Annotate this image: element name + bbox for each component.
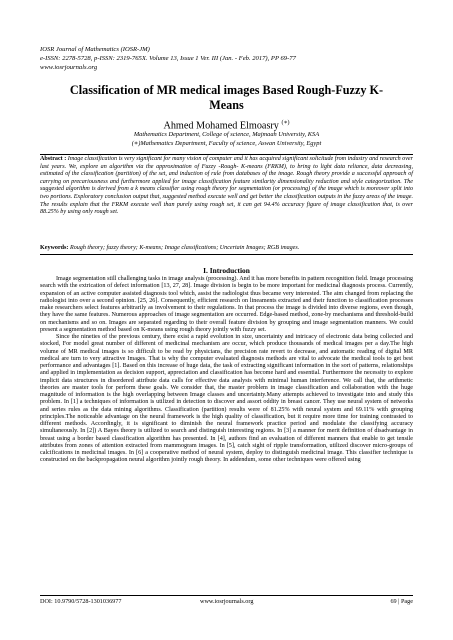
keywords-block — [40, 245, 413, 253]
section-heading: I. Introduction — [203, 266, 250, 275]
abstract-block — [40, 156, 413, 217]
footer-site[interactable]: www.iosrjournals.org — [200, 598, 254, 605]
journal-issn: e-ISSN: 2278-5728, p-ISSN: 2319-765X. Volume 13, Issue 1 Ver. III (Jan. - Feb. 2017), PP 69-77 — [40, 55, 296, 62]
author-mark: (∗) — [281, 120, 290, 126]
journal-name: IOSR Journal of Mathematics (IOSR-JM) — [40, 46, 150, 53]
journal-site[interactable]: www.iosrjournals.org — [40, 64, 98, 71]
journal-header — [40, 45, 420, 72]
paragraph-1: Image segmentation still challenging tasks in image analysis (processing). And it has more benefits in pattern recognition field. Image processing search with the extrication of defect information [13, 27, 28]. Image division is begin to be more important for medicinal diagnosis process. Currently, expansion of an active computer assisted diagnosis tool which, assist the radiologist thus became very interested. The aim changed from replacing the radiologist into over a second opinion. [25, 26]. Consequently, efficient research on lineaments extracted and their function to classification processes make researchers select features arbitrarily as involvement to their regulations. In that process the image is divided into diverse regions, even though, they have the same features. Numerous approaches of image segmentation are occurred. Edge-based method, zone-by mechanisms and threshold-build on mechanisms and so on. Images are separated regarding to their overall feature division by grouping and image segmentation manners. We could present a segmentation method based on K-means using rough theory jointly with fuzzy set. — [40, 276, 413, 333]
footer-page-number: 69 | Page — [390, 598, 413, 605]
affiliation-2: (∗)Mathematics Department, Faculty of science, Aswan University, Egypt — [131, 140, 322, 147]
keywords-label: Keywords: — [40, 245, 69, 251]
footer-rule — [40, 595, 413, 596]
abstract-bottom-rule — [40, 254, 413, 255]
paper-title: Classification of MR medical images Based Rough-Fuzzy K-Means — [69, 83, 384, 112]
affiliation-1: Mathematics Department, College of science, Majmaah University, KSA — [133, 131, 320, 138]
keywords-text: Rough theory; fuzzy theory; K-means; Image classifications; Uncertain Images; RGB images. — [69, 245, 300, 251]
section-body — [40, 276, 413, 465]
footer-doi: DOI: 10.9790/5728-1301036977 — [40, 598, 122, 605]
abstract-top-rule — [40, 154, 413, 155]
paragraph-2: Since the nineties of the previous century, there exist a rapid evolution in size, uncertainty and intricacy of electronic data being collected and stocked, For model great number of different of medicinal mechanism are occur, which produce thousands of medical images per a day.The high volume of MR medical images is so difficult to be read by physicians, the precision rate revert to decrease, and automatic reading of digital MR medical are turn to very attractive Images. That is why the computer evaluated diagnosis methods are vital to advocate the medical tools to get best performance and advantages [1]. Based on this increase of huge data, the task of extracting significant information in the sort of patterns, relationships and applied in implementation as decision support, appreciation and classification has become hard and essential. Furthermore the necessity to explore implicit data structures in disordered attribute data calls for effective data analysis with minimal human interference. We call that, the arithmetic theories are master tools for perform these goals. We consider that, the master problem in image classification and collaboration with the huge magnitude of information is the high overlapping between Image classes and uncertainty.Many attempts achieved to investigate into and study this problem. In [1] a techniques of information is utilized in detection to discover and assort oddity in breast cancer. They use neural system of networks and series rules as the data mining algorithms. Classification (partition) results were of 81.25% with neural system and 69.11% with grouping principles.The noticeable advantage on the neural framework is the high quality of classification, but it require more time for training contrasted to different methods. Accordingly, it is significant to diminish the neural framework practice period and modulate the classifying accuracy simultaneously. In [2]) A Bayes theory is utilized to search and distinguish interesting regions. In [3] a manner for merit definition of disadvantage in breast using a border based classification algorithm has presented. In [4], authors find an evaluation of different manners that enable to get tensile attributes from zones of attention extracted from mammogram images. In [5], catch sight of ripple transformation, utilized discover micro-groups of calcifications in medicinal images. In [6] a cooperative method of neural system, deploy to distinguish medicinal image. This classifier technique is constructed on the backpropagation neural algorithm jointly rough theory. In addendum, some other techniques were offered using — [40, 334, 413, 464]
abstract-label: Abstract : — [40, 156, 67, 162]
author-name: Ahmed Mohamed Elmoasry — [163, 120, 279, 132]
abstract-text: Image classification is very significant for many vision of computer and it has acquired significant solicitude from industry and research over last years. We, explore an algorithm via the approximation of Fuzzy -Rough- K-means (FRKM), to bring to light data reliance, data decreasing, estimated of the classification (partition) of the set, and induction of rule from databases of the image. Rough theory provide a successful approach of carrying on precariousness and furthermore applied for image classification feature similarity dimensionality reduction and style categorization. The suggested algorithm is derived from a k means classifier using rough theory for segmentation (or processing) of the image which is moreover split into two portions. Exploratory conclusion output that, suggested method execute well and get better the classification outputs in the fuzzy areas of the image. The results explain that the FRKM execute well than purely using rough set, it can get 94.4% accuracy figure of image classification that, is over 88.25% by using only rough set. — [40, 156, 414, 216]
